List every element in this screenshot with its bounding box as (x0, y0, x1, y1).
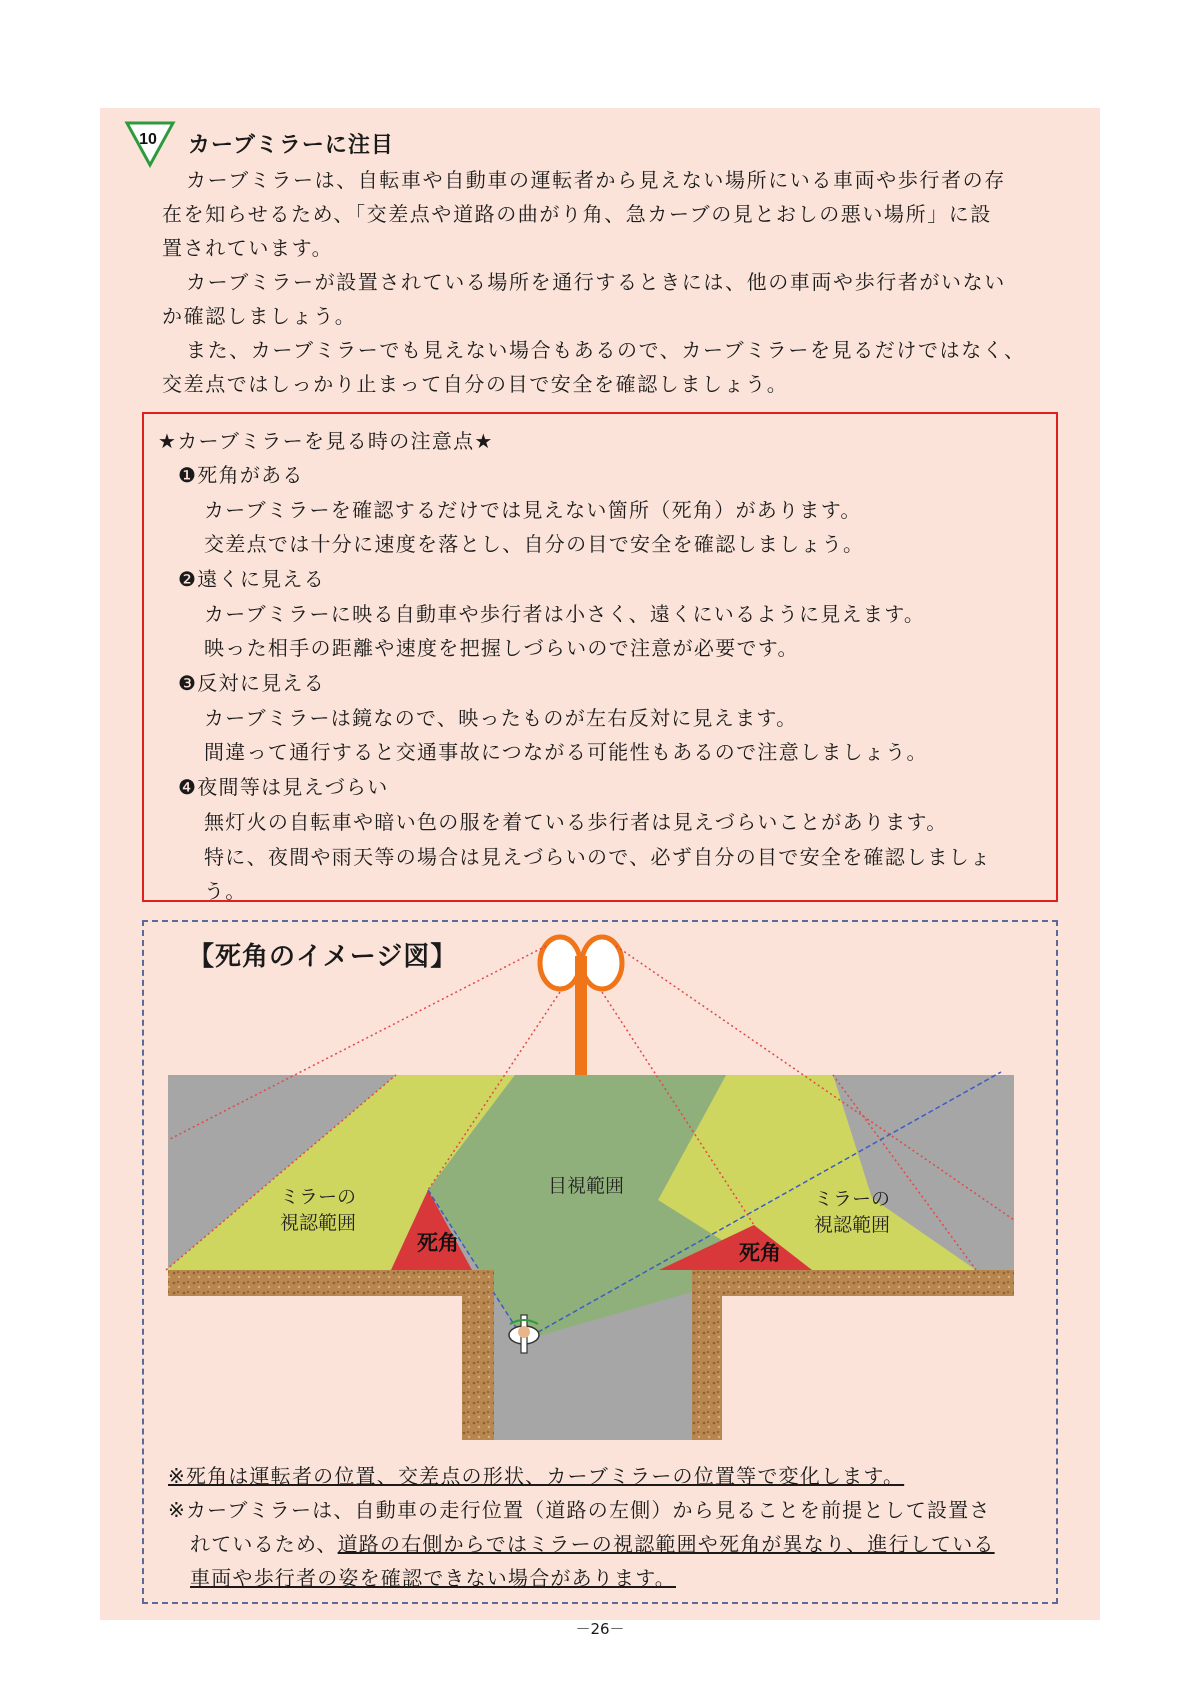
note-1-text: ※死角は運転者の位置、交差点の形状、カーブミラーの位置等で変化します。 (168, 1464, 905, 1488)
note-2-underlined: 道路の右側からではミラーの視認範囲や死角が異なり、進行している (337, 1532, 995, 1556)
mirror-view-label-right: ミラーの (813, 1188, 891, 1210)
diagram-title: 【死角のイメージ図】 (188, 942, 458, 972)
paragraph-line: 交差点ではしっかり止まって自分の目で安全を確認しましょう。 (162, 372, 789, 396)
caution-text: 映った相手の距離や速度を把握しづらいので注意が必要です。 (204, 636, 799, 660)
blind-spot-diagram (142, 920, 1058, 1460)
note-2-line-1: ※カーブミラーは、自動車の走行位置（道路の左側）から見ることを前提として設置さ (168, 1498, 991, 1522)
section-number-badge (124, 120, 176, 168)
note-2-line-2 (190, 1528, 995, 1557)
curve-mirror-icon (540, 937, 622, 989)
caution-title: ★カーブミラーを見る時の注意点★ (158, 429, 494, 453)
page-number: －26－ (575, 1620, 625, 1638)
note-2-underlined-end: 車両や歩行者の姿を確認できない場合があります。 (190, 1566, 676, 1590)
caution-text: カーブミラーは鏡なので、映ったものが左右反対に見えます。 (204, 706, 798, 730)
sidewalk-left-vertical (462, 1296, 494, 1440)
intro-paragraph-1 (162, 163, 1042, 265)
caution-heading-1: ❶死角がある (178, 463, 304, 487)
intro-paragraph-3 (162, 333, 1042, 401)
mirror-view-label-right: 視認範囲 (813, 1214, 891, 1236)
sidewalk-right (692, 1270, 1014, 1296)
caution-heading-3: ❸反対に見える (178, 671, 326, 695)
caution-text: 交差点では十分に速度を落とし、自分の目で安全を確認しましょう。 (204, 532, 865, 556)
section-title: カーブミラーに注目 (188, 133, 394, 158)
mirror-view-label-left: ミラーの (279, 1186, 357, 1208)
section-number: 10 (139, 131, 157, 148)
caution-text: カーブミラーに映る自動車や歩行者は小さく、遠くにいるように見えます。 (204, 602, 926, 626)
paragraph-line: 在を知らせるため、「交差点や道路の曲がり角、急カーブの見とおしの悪い場所」に設 (162, 202, 992, 226)
paragraph-line: カーブミラーが設置されている場所を通行するときには、他の車両や歩行者がいない (186, 270, 1006, 294)
caution-text: カーブミラーを確認するだけでは見えない箇所（死角）があります。 (204, 498, 862, 522)
caution-heading-4: ❹夜間等は見えづらい (178, 775, 389, 799)
paragraph-line: か確認しましょう。 (162, 304, 357, 328)
caution-text: う。 (204, 879, 247, 903)
caution-heading-2: ❷遠くに見える (178, 567, 326, 591)
note-1 (168, 1460, 904, 1489)
caution-text: 間違って通行すると交通事故につながる可能性もあるので注意しましょう。 (204, 740, 928, 764)
intro-paragraph-2 (162, 265, 1042, 333)
blind-spot-label-right: 死角 (739, 1241, 781, 1265)
mirror-view-label-left: 視認範囲 (279, 1212, 357, 1234)
visual-range-label: 目視範囲 (547, 1175, 625, 1197)
caution-text: 無灯火の自転車や暗い色の服を着ている歩行者は見えづらいことがあります。 (204, 810, 948, 834)
paragraph-line: また、カーブミラーでも見えない場合もあるので、カーブミラーを見るだけではなく、 (186, 338, 1026, 362)
note-2-plain: れているため、 (190, 1532, 338, 1556)
caution-text: 特に、夜間や雨天等の場合は見えづらいので、必ず自分の目で安全を確認しましょ (204, 845, 992, 869)
sidewalk-left (168, 1270, 494, 1296)
sidewalk-right-vertical (692, 1296, 722, 1440)
mirror-pole (575, 980, 587, 1075)
note-2-line-3 (190, 1562, 676, 1591)
paragraph-line: カーブミラーは、自転車や自動車の運転者から見えない場所にいる車両や歩行者の存 (186, 168, 1006, 192)
paragraph-line: 置されています。 (162, 236, 334, 260)
blind-spot-label-left: 死角 (417, 1231, 459, 1255)
